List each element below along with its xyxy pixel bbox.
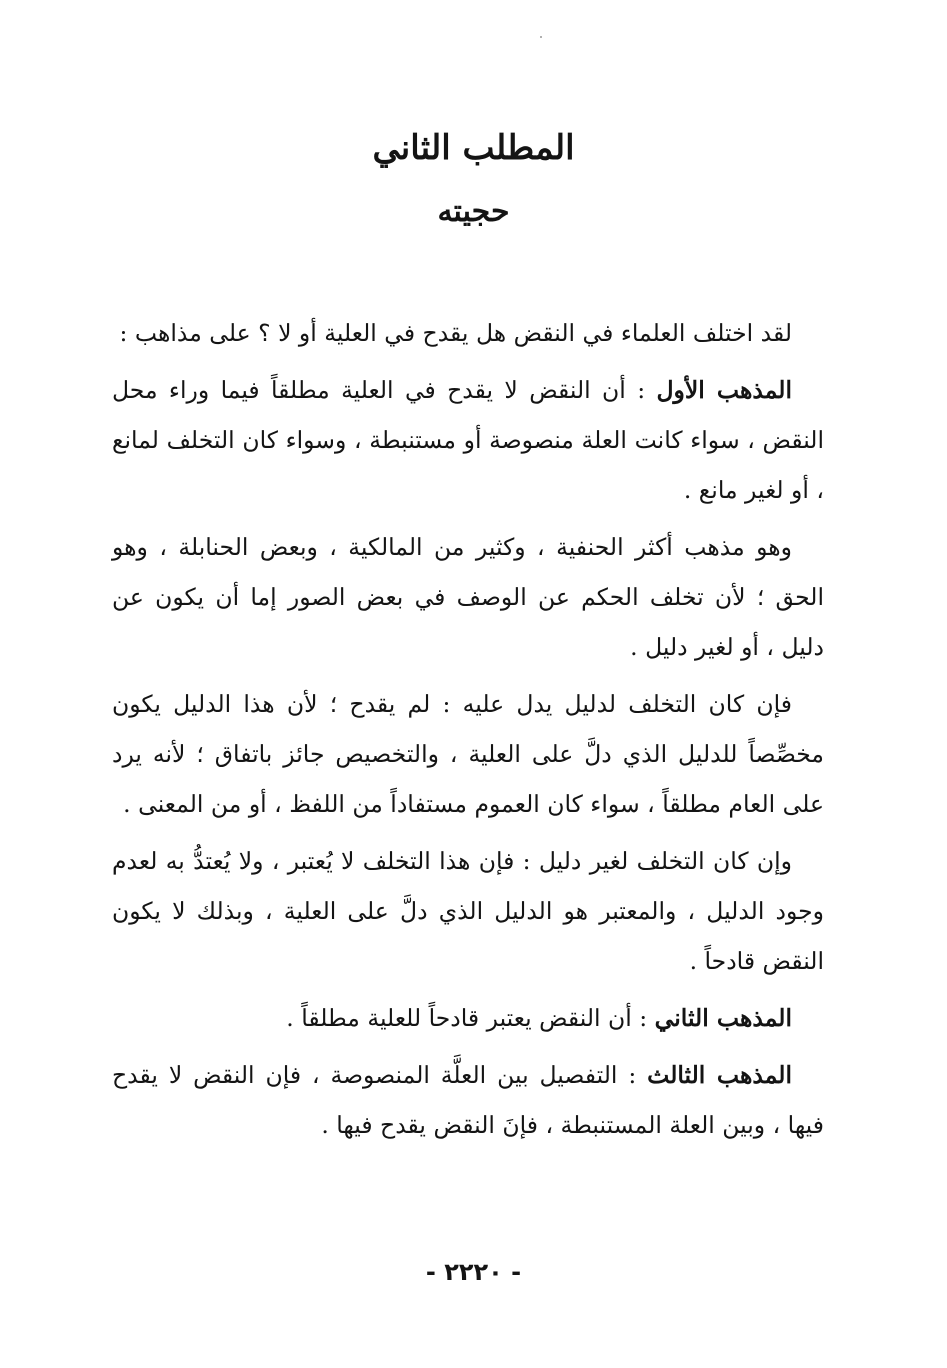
paragraph-intro (112, 308, 824, 358)
paragraph-text: وهو مذهب أكثر الحنفية ، وكثير من المالكية ، وبعض الحنابلة ، وهو الحق ؛ لأن تخلف الحكم عن الوصف في بعض الصور إما أن يكون عن دليل ، أو لغير دليل . (112, 533, 824, 661)
paragraph-text: وإن كان التخلف لغير دليل : فإن هذا التخلف لا يُعتبر ، ولا يُعتدُّ به لعدم وجود الدليل ، والمعتبر هو الدليل الذي دلَّ على العلية ، وبذلك لا يكون النقض قادحاً . (112, 847, 824, 975)
paragraph-without-evidence (112, 836, 824, 986)
section-subtitle: حجيته (437, 194, 510, 229)
body-text (112, 308, 824, 1157)
paragraph-second-view (112, 993, 824, 1043)
paragraph-with-evidence (112, 679, 824, 829)
paragraph-text: فإن كان التخلف لدليل يدل عليه : لم يقدح ؛ لأن هذا الدليل يكون مخصِّصاً للدليل الذي دلَّ على العلية ، والتخصيص جائز باتفاق ؛ لأنه يرد على العام مطلقاً ، سواء كان العموم مستفاداً من اللفظ ، أو من المعنى . (112, 690, 824, 818)
paragraph-text: : التفصيل بين العلَّة المنصوصة ، فإن النقض لا يقدح فيها ، وبين العلة المستنبطة ، فإنَ النقض يقدح فيها . (112, 1061, 824, 1139)
paragraph-label: المذهب الأول (656, 376, 792, 404)
paragraph-label: المذهب الثالث (647, 1061, 792, 1089)
paragraph-label: المذهب الثاني (654, 1004, 792, 1032)
paragraph-first-view (112, 365, 824, 515)
scan-speck (540, 36, 542, 38)
paragraph-third-view (112, 1050, 824, 1150)
section-title: المطلب الثاني (372, 128, 575, 168)
page-number: - ٢٢٢٠ - (425, 1258, 522, 1286)
paragraph-text: : أن النقض لا يقدح في العلية مطلقاً فيما وراء محل النقض ، سواء كانت العلة منصوصة أو مستنبطة ، وسواء كان التخلف لمانع ، أو لغير مانع . (112, 376, 824, 504)
paragraph-text: لقد اختلف العلماء في النقض هل يقدح في العلية أو لا ؟ على مذاهب : (119, 319, 792, 347)
paragraph-first-view-holders (112, 522, 824, 672)
paragraph-text: : أن النقض يعتبر قادحاً للعلية مطلقاً . (286, 1004, 655, 1032)
